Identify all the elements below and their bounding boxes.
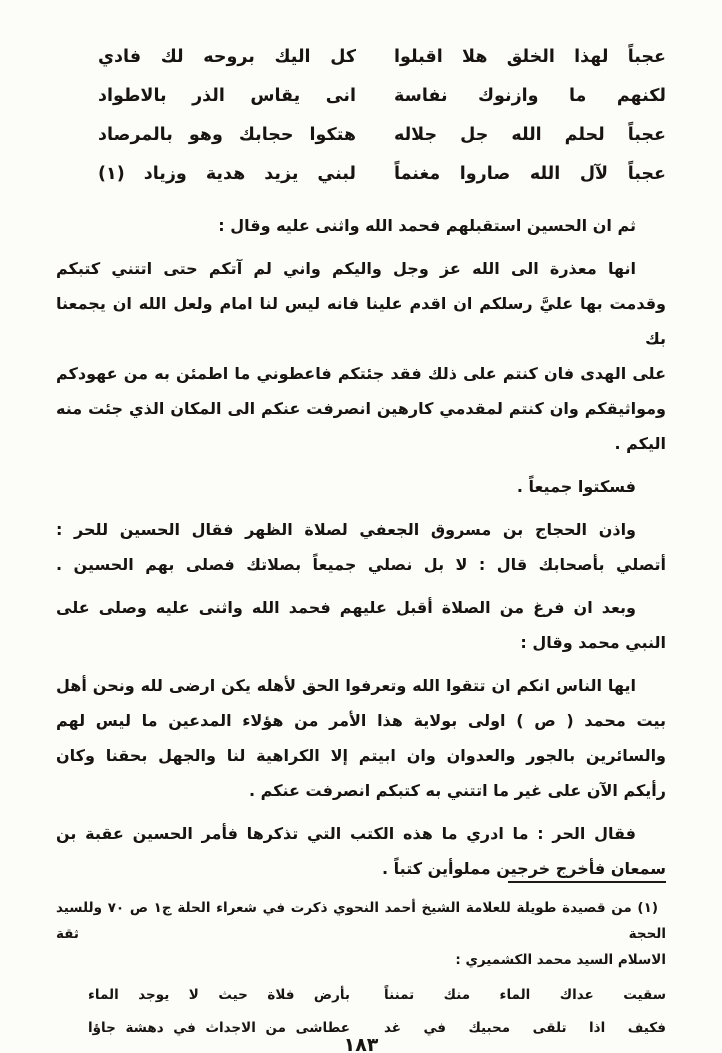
paragraph-line: انها معذرة الى الله عز وجل واليكم واني لم آتكم حتى اتتني كتبكم [56,259,636,278]
hemistich-left: بأرض فلاة حيث لا يوجد الماء [88,987,350,1003]
paragraph-line: أتصلي بأصحابك قال : لا بل نصلي جميعاً بصلاتك فصلى بهم الحسين . [56,555,666,574]
footnote-verse-line [56,979,666,1012]
poem-verse-line [56,77,666,116]
body-paragraph [56,816,666,886]
poem-verse-line [56,116,666,155]
paragraph-line: والسائرين بالجور والعدوان وان ابيتم إلا الكراهية لنا والجهل بحقنا وكان [56,746,666,765]
hemistich-left: عطاشى من الاجداث في دهشة جاؤا [88,1020,350,1036]
body-paragraph [56,251,666,461]
top-poem [56,38,666,194]
body-paragraph [56,512,666,582]
paragraph-line: على الهدى فان كنتم على ذلك فقد جئتكم فاعطوني ما اطمئن به من عهودكم [56,364,666,383]
page-number: ١٨٣ [343,1034,379,1053]
hemistich-left: انى يقاس الذر بالاطواد [98,86,356,106]
body-paragraph [56,590,666,660]
paragraph-line: وقدمت بها عليَّ رسلكم ان اقدم علينا فانه ليس لنا امام ولعل الله ان يجمعنا بك [56,294,666,348]
paragraph-line: ايها الناس انكم ان تتقوا الله وتعرفوا الحق لأهله يكن ارضى لله ونحن أهل [56,676,636,695]
footnote-divider [508,881,666,883]
paragraph-line: بيت محمد ( ص ) اولى بولاية هذا الأمر من هؤلاء المدعين ما ليس لهم [56,711,666,730]
body-paragraph [56,469,666,504]
paragraph-line: ثم ان الحسين استقبلهم فحمد الله واثنى عليه وقال : [218,216,636,235]
paragraph-line: فسكتوا جميعاً . [516,477,636,496]
hemistich-right: سقيت عداك الماء منك تمنناً [384,987,666,1003]
paragraph-line: واذن الحجاج بن مسروق الجعفي لصلاة الظهر فقال الحسين للحر : [56,520,636,539]
hemistich-right: عجباً لهذا الخلق هلا اقبلوا [394,47,666,67]
hemistich-left: كل اليك بروحه لك فادي [98,47,356,67]
paragraph-line: سمعان فأخرج خرجين مملوأين كتباً . [382,859,666,878]
paragraph-line: اليكم . [614,434,666,453]
footnote-line: (١) من قصيدة طويلة للعلامة الشيخ أحمد النحوي ذكرت في شعراء الحلة ج١ ص ٧٠ وللسيد الحجة ثقة [56,900,666,942]
poem-verse-line [56,38,666,77]
hemistich-right: فكيف اذا تلقى محبيك في غد [384,1020,666,1036]
paragraph-line: ومواثيقكم وان كنتم لمقدمي كارهين انصرفت عنكم الى المكان الذي جئت منه [56,399,666,418]
hemistich-right: عجباً لآل الله صاروا مغنماً [394,164,666,184]
paragraph-line: رأيكم الآن على غير ما اتتني به كتبكم انصرفت عنكم . [249,781,666,800]
body-paragraph [56,208,666,243]
hemistich-right: لكنهم ما وازنوك نفاسة [394,86,666,106]
paragraph-line: النبي محمد وقال : [520,633,666,652]
body-paragraph [56,668,666,808]
paragraph-line: وبعد ان فرغ من الصلاة أقبل عليهم فحمد الله واثنى عليه وصلى على [56,598,636,617]
hemistich-left: هتكوا حجابك وهو بالمرصاد [98,125,356,145]
footnote-line: الاسلام السيد محمد الكشميري : [455,952,666,968]
footnote-section [56,881,666,1045]
poem-verse-line [56,155,666,194]
paragraph-line: فقال الحر : ما ادري ما هذه الكتب التي تذكرها فأمر الحسين عقبة بن [56,824,636,843]
hemistich-left: لبني يزيد هدية وزياد (١) [98,164,356,184]
hemistich-right: عجباً لحلم الله جل جلاله [394,125,666,145]
